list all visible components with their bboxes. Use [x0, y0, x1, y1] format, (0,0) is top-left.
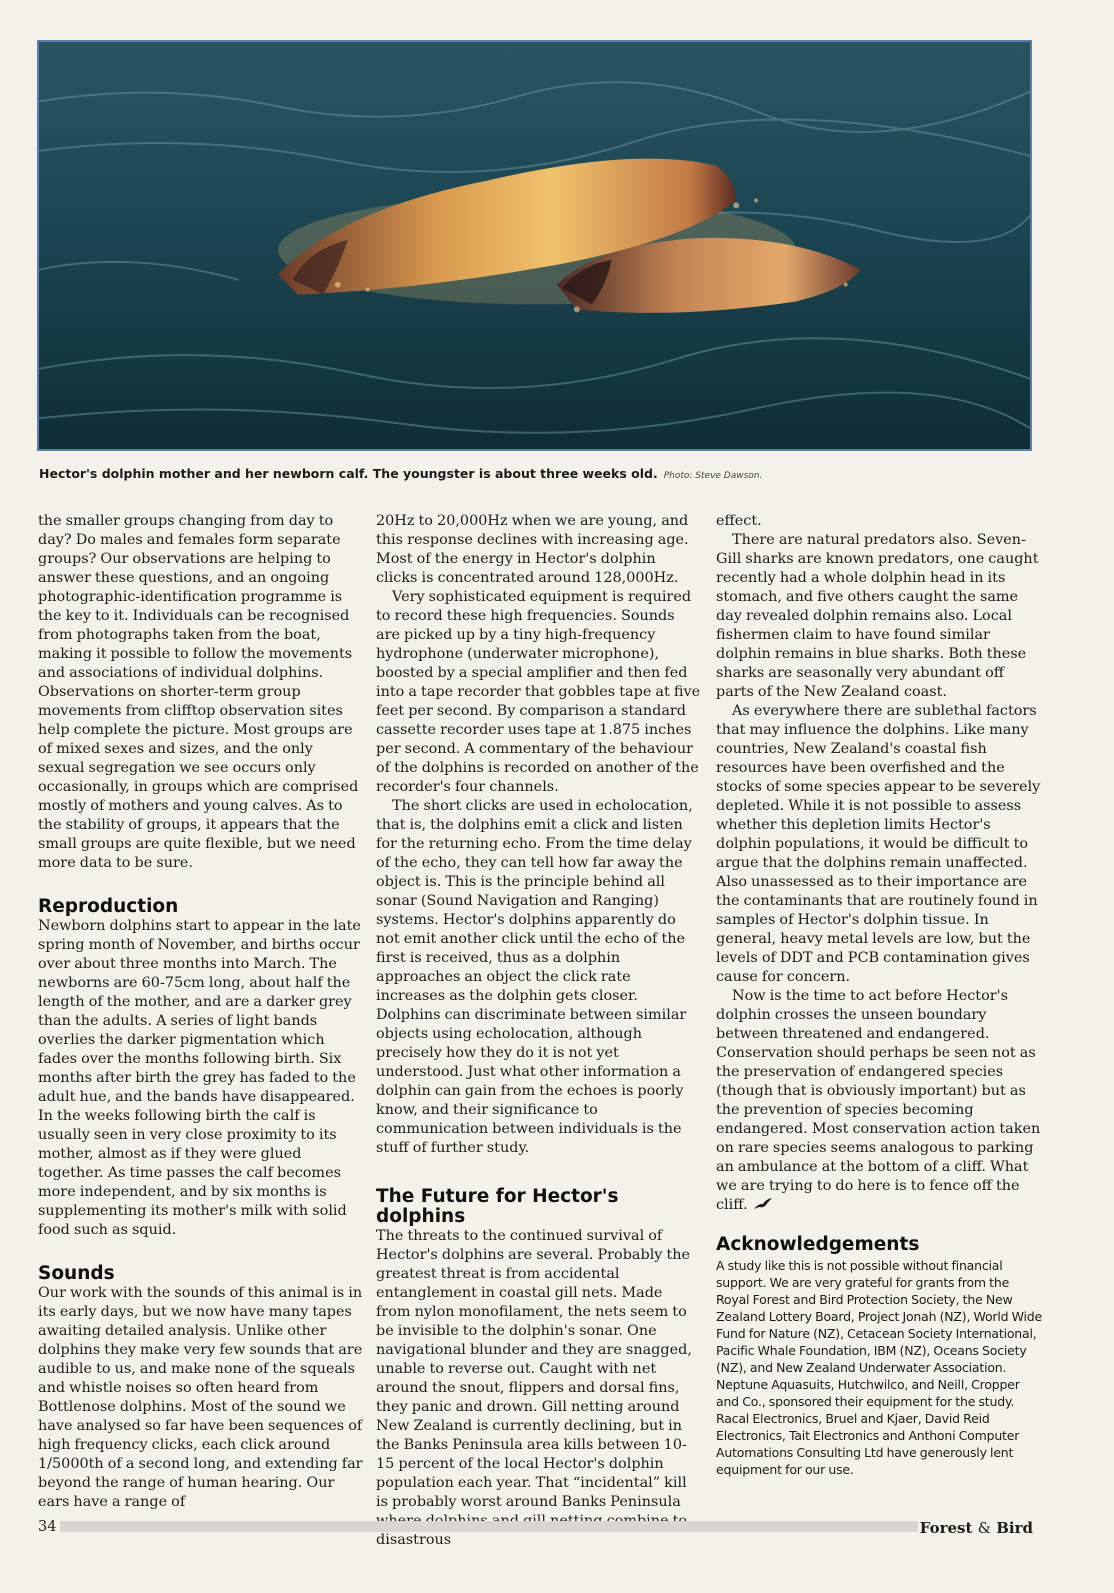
column-1 — [38, 512, 363, 1512]
body-paragraph: There are natural predators also. Seven-Gill sharks are known predators, one caught recently had a whole dolphin head in its stomach, and five others caught the same day revealed dolphin remains also. Local fishermen claim to have found similar dolphin remains in blue sharks. Both these sharks are seasonally very abundant off parts of the New Zealand coast. — [716, 532, 1039, 700]
footer-rule — [60, 1521, 918, 1532]
body-paragraph-final — [716, 987, 1044, 1215]
heading-sounds: Sounds — [38, 1263, 115, 1284]
caption-text: Hector's dolphin mother and her newborn calf. The youngster is about three weeks old. — [39, 466, 658, 481]
column-2 — [376, 512, 701, 1550]
page-number: 34 — [38, 1519, 57, 1535]
body-paragraph: Our work with the sounds of this animal is in its early days, but we now have many tapes awaiting detailed analysis. Unlike other dolphins they make very few sounds that are audible to us, and make none of the squeals and whistle noises so often heard from Bottlenose dolphins. Most of the sound we have analysed so far have been sequences of high frequency clicks, each click around 1/5000th of a second long, and extending far beyond the range of human hearing. Our ears have a range of — [38, 1285, 363, 1510]
page-footer — [38, 1516, 1033, 1540]
brand-ampersand: & — [977, 1519, 991, 1537]
column-3 — [716, 512, 1044, 1478]
body-paragraph: 20Hz to 20,000Hz when we are young, and this response declines with increasing age. Most of the energy in Hector's dolphin clicks is concentrated around 128,000Hz. — [376, 513, 689, 586]
heading-future: The Future for Hector's dolphins — [376, 1186, 619, 1227]
body-paragraph: The threats to the continued survival of Hector's dolphins are several. Probably the greatest threat is from accidental entanglement in coastal gill nets. Made from nylon monofilament, the nets seem to be invisible to the dolphin's sonar. One navigational blunder and they are snagged, unable to reverse out. Caught with net around the snout, flippers and dorsal fins, they panic and drown. Gill netting around New Zealand is currently declining, but in the Banks Peninsula area kills between 10-15 percent of the local Hector's dolphin population each year. That “incidental” kill is probably worst around Banks Peninsula disastrous — [376, 1228, 692, 1548]
acknowledgements-text: A study like this is not possible without financial support. We are very grateful for grants from the Royal Forest and Bird Protection Society, the New Zealand Lottery Board, Project Jonah (NZ), World Wide Fund for Nature (NZ), Cetacean Society International, Pacific Whale Foundation, IBM (NZ), Oceans Society (NZ), and New Zealand Underwater Association. Neptune Aquasuits, Hutchwilco, and Neill, Cropper and Co., sponsored their equipment for the study. Racal Electronics, Bruel and Kjaer, David Reid Electronics, Tait Electronics and Anthoni Computer Automations Consulting Ltd have generously lent equipment for our use. — [716, 1258, 1043, 1477]
body-paragraph: The short clicks are used in echolocation, that is, the dolphins emit a click and listen for the returning echo. From the time delay of the echo, they can tell how far away the object is. This is the principle behind all sonar (Sound Navigation and Ranging) systems. Hector's dolphins apparently do not emit another click until the echo of the first is received, thus as a dolphin approaches an object the click rate increases as the dolphin gets closer. Dolphins can discriminate between similar objects using echolocation, although precisely how they do it is not yet understood. Just what other information a dolphin can gain from the echoes is poorly know, and their significance to communication between individuals is the stuff of further study. — [376, 798, 693, 1156]
heading-reproduction: Reproduction — [38, 896, 179, 917]
heading-acknowledgements: Acknowledgements — [716, 1234, 920, 1255]
body-paragraph: Very sophisticated equipment is required to record these high frequencies. Sounds are picked up by a tiny high-frequency hydrophone (underwater microphone), boosted by a special amplifier and then fed into a tape recorder that gobbles tape at five feet per second. By comparison a standard cassette recorder uses tape at 1.875 inches per second. A commentary of the behaviour of the dolphins is recorded on another of the recorder's four channels. — [376, 589, 701, 795]
body-paragraph: Newborn dolphins start to appear in the late spring month of November, and births occur over about three months into March. The newborns are 60-75cm long, about half the length of the mother, and are a darker grey than the adults. A series of light bands overlies the darker pigmentation which fades over the months following birth. Six months after birth the grey has faded to the adult hue, and the bands have disappeared. In the weeks following birth the calf is usually seen in very close proximity to its mother, almost as if they were glued together. As time passes the calf becomes more independent, and by six months is supplementing its mother's milk with solid food such as squid. — [38, 918, 361, 1238]
final-paragraph-text: Now is the time to act before Hector's dolphin crosses the unseen boundary between threatened and endangered. Conservation should perhaps be seen not as the preservation of endangered species (though that is obviously important) but as the prevention of species becoming endangered. Most conservation action taken on rare species seems analogous to parking an ambulance at the bottom of a cliff. What we are trying to do here is to fence off the cliff. — [716, 988, 1041, 1213]
photo-caption — [39, 466, 1039, 481]
dolphin-photo-illustration — [39, 42, 1030, 449]
body-paragraph: As everywhere there are sublethal factors that may influence the dolphins. Like many countries, New Zealand's coastal fish resources have been overfished and the stocks of some species appear to be severely depleted. While it is not possible to assess whether this depletion limits Hector's dolphin populations, it would be difficult to argue that the dolphins remain unaffected. Also unassessed as to their importance are the contaminants that are routinely found in samples of Hector's dolphin tissue. In general, heavy metal levels are low, but the levels of DDT and PCB contamination gives cause for concern. — [716, 703, 1041, 985]
bird-end-mark-icon — [753, 1197, 773, 1211]
brand-forest: Forest — [919, 1519, 973, 1537]
body-paragraph: the smaller groups changing from day to day? Do males and females form separate groups? Our observations are helping to answer these questions, and an ongoing photographic-identification programme is the key to it. Individuals can be recognised from photographs taken from the boat, making it possible to follow the movements and associations of individual dolphins. Observations on shorter-term group movements from clifftop observation sites help complete the picture. Most groups are of mixed sexes and sizes, and the only sexual segregation we see occurs only occasionally, in groups which are comprised mostly of mothers and young calves. As to the stability of groups, it appears that the small groups are quite flexible, but we need more data to be sure. — [38, 513, 359, 871]
body-paragraph: effect. — [716, 513, 762, 529]
brand-bird: Bird — [996, 1519, 1033, 1537]
magazine-brand — [920, 1519, 1033, 1537]
photo-credit: Photo: Steve Dawson. — [663, 471, 763, 481]
dolphin-photo — [37, 40, 1032, 451]
